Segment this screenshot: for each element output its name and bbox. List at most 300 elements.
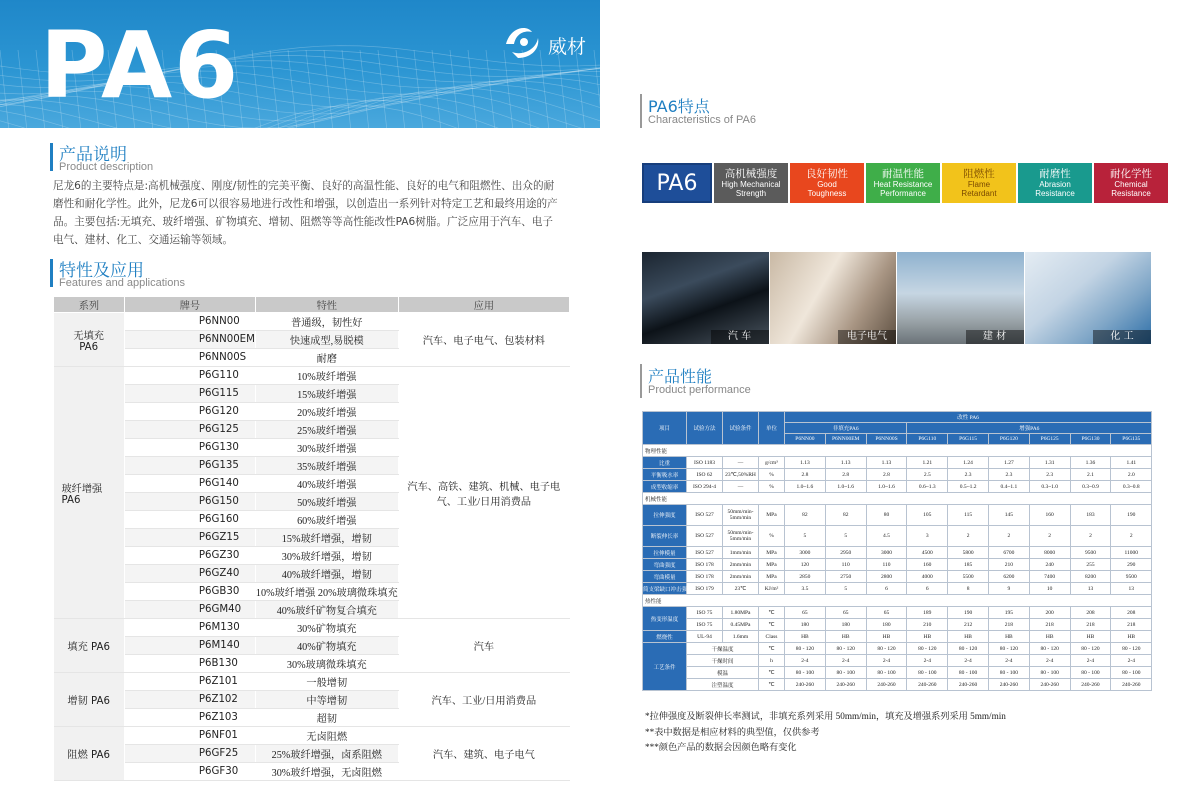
property-cell: 30%矿物填充 — [255, 619, 398, 637]
cell: 1.36 — [1070, 457, 1111, 469]
table-row — [643, 583, 1152, 595]
cell: KJ/m² — [759, 583, 785, 595]
property-cell: 35%玻纤增强 — [255, 457, 398, 475]
cell: 3000 — [866, 547, 907, 559]
cell: ISO 294-4 — [687, 481, 723, 493]
property-cell: 一般增韧 — [255, 673, 398, 691]
property-cell: 20%玻纤增强 — [255, 403, 398, 421]
cell: 8000 — [1029, 547, 1070, 559]
cell: 212 — [948, 619, 989, 631]
header-cell: P6G110 — [907, 434, 948, 445]
row-label: 弯曲强度 — [643, 559, 687, 571]
property-cell: 40%玻纤矿物复合填充 — [255, 601, 398, 619]
cell: 240 — [1029, 559, 1070, 571]
table-row — [643, 469, 1152, 481]
section-label: 机械性能 — [643, 493, 1152, 505]
application-cell: 汽车、工业/日用消费品 — [398, 673, 569, 727]
header-cell: P6G130 — [1070, 434, 1111, 445]
cell: 189 — [907, 607, 948, 619]
cell: 208 — [1111, 607, 1152, 619]
cell: 80 - 120 — [988, 643, 1029, 655]
header-cell: 试验方法 — [687, 412, 723, 445]
characteristic-en: Toughness — [807, 189, 847, 198]
cell: 4500 — [907, 547, 948, 559]
cell: 80 - 100 — [988, 667, 1029, 679]
grade-cell: P6G135 — [124, 457, 255, 475]
cell: 2-4 — [825, 655, 866, 667]
cell: 0.3~1.0 — [1029, 481, 1070, 493]
cell: 2 — [948, 526, 989, 547]
cell: 1.80MPa — [723, 607, 759, 619]
characteristic-tile — [714, 163, 788, 203]
cell: ISO 178 — [687, 571, 723, 583]
characteristic-zh: 耐磨性 — [1039, 168, 1071, 180]
header-cell: 非填充PA6 — [785, 423, 907, 434]
photo-electronics — [770, 252, 897, 344]
photo-caption: 化 工 — [1093, 330, 1151, 344]
grade-cell: P6Z101 — [124, 673, 255, 691]
table-row — [643, 547, 1152, 559]
cell: 210 — [907, 619, 948, 631]
cell: 2.1 — [1070, 469, 1111, 481]
section-title: 特性及应用 — [59, 261, 144, 281]
photo-construction — [897, 252, 1024, 344]
cell: Class — [759, 631, 785, 643]
cell: 1.13 — [866, 457, 907, 469]
characteristic-en: Flame — [967, 180, 991, 189]
section-subtitle: Features and applications — [59, 277, 185, 289]
grade-cell: P6G160 — [124, 511, 255, 529]
cell: 183 — [1070, 505, 1111, 526]
cell: 2.8 — [825, 469, 866, 481]
characteristic-en: Performance — [880, 189, 926, 198]
cell: 240-260 — [866, 679, 907, 691]
cell: ISO 75 — [687, 619, 723, 631]
cell: 2950 — [825, 547, 866, 559]
header-cell: 项目 — [643, 412, 687, 445]
cell: 80 - 100 — [785, 667, 826, 679]
row-label: 平衡吸水率 — [643, 469, 687, 481]
cell: HB — [785, 631, 826, 643]
cell: 218 — [1111, 619, 1152, 631]
cell: 3 — [907, 526, 948, 547]
property-cell: 15%玻纤增强，增韧 — [255, 529, 398, 547]
cell: 50mm/min-5mm/min — [723, 526, 759, 547]
cell: ℃ — [759, 667, 785, 679]
cell: 10 — [1029, 583, 1070, 595]
cell: 9500 — [1070, 547, 1111, 559]
cell: 1.41 — [1111, 457, 1152, 469]
cell: 11000 — [1111, 547, 1152, 559]
cell: 1.13 — [825, 457, 866, 469]
cell: 80 - 100 — [866, 667, 907, 679]
photo-caption: 电子电气 — [838, 330, 896, 344]
characteristic-en: Retardant — [961, 189, 997, 198]
cell: MPa — [759, 547, 785, 559]
cell: 80 - 100 — [1111, 667, 1152, 679]
cell: 1.31 — [1029, 457, 1070, 469]
cell: 80 - 100 — [907, 667, 948, 679]
property-cell: 快速成型,易脱模 — [255, 331, 398, 349]
footnotes — [645, 709, 1006, 756]
cell: 80 - 120 — [1029, 643, 1070, 655]
characteristic-tile — [790, 163, 864, 203]
cell: — — [723, 457, 759, 469]
cell: 3.5 — [785, 583, 826, 595]
cell: HB — [948, 631, 989, 643]
property-cell: 30%玻璃微珠填充 — [255, 655, 398, 673]
grade-cell: P6G130 — [124, 439, 255, 457]
cell: 80 - 120 — [866, 643, 907, 655]
cell: 185 — [948, 559, 989, 571]
cell: 2 — [1029, 526, 1070, 547]
photo-caption: 汽 车 — [711, 330, 769, 344]
cell: g/cm³ — [759, 457, 785, 469]
characteristic-en: Heat Resistance — [873, 180, 933, 189]
grade-cell: P6Z102 — [124, 691, 255, 709]
table-row — [54, 673, 570, 691]
property-cell: 40%玻纤增强 — [255, 475, 398, 493]
cell: 80 - 120 — [1111, 643, 1152, 655]
cell: 2850 — [785, 571, 826, 583]
cell: 2.3 — [1029, 469, 1070, 481]
cell: 1.6mm — [723, 631, 759, 643]
table-row — [643, 571, 1152, 583]
cell: 50mm/min-5mm/min — [723, 505, 759, 526]
cell: 3000 — [785, 547, 826, 559]
section-title: PA6特点 — [648, 97, 710, 116]
cell: ℃ — [759, 643, 785, 655]
footnote: ***颜色产品的数据会因颜色略有变化 — [645, 742, 797, 752]
table-row — [54, 727, 570, 745]
table-row — [54, 619, 570, 637]
table-row — [643, 526, 1152, 547]
cell: 80 - 120 — [907, 643, 948, 655]
cell: 2.0 — [1111, 469, 1152, 481]
cell: 2-4 — [866, 655, 907, 667]
cell: 2.8 — [785, 469, 826, 481]
cell: 80 — [866, 505, 907, 526]
property-cell: 中等增韧 — [255, 691, 398, 709]
cell: 240-260 — [1111, 679, 1152, 691]
cell: 2-4 — [988, 655, 1029, 667]
characteristic-zh: 阻燃性 — [963, 168, 995, 180]
cell: 2-4 — [1070, 655, 1111, 667]
column-header: 特性 — [255, 297, 398, 313]
property-cell: 60%玻纤增强 — [255, 511, 398, 529]
characteristic-en: High Mechanical — [721, 180, 781, 189]
characteristic-en: Good — [817, 180, 837, 189]
cell: 8 — [948, 583, 989, 595]
property-cell: 40%矿物填充 — [255, 637, 398, 655]
cell: 208 — [1070, 607, 1111, 619]
footnote: **表中数据是相应材料的典型值，仅供参考 — [645, 726, 820, 737]
characteristic-tile — [1094, 163, 1168, 203]
cell: 23℃,50%RH — [723, 469, 759, 481]
table-row — [643, 559, 1152, 571]
cell: HB — [1111, 631, 1152, 643]
property-cell: 耐磨 — [255, 349, 398, 367]
cell: 240-260 — [907, 679, 948, 691]
cell: 干燥温度 — [687, 643, 759, 655]
section-subtitle: Characteristics of PA6 — [648, 114, 757, 126]
characteristic-en: Abrasion — [1039, 180, 1071, 189]
series-cell: 无填充 PA6 — [54, 313, 125, 367]
cell: 82 — [785, 505, 826, 526]
row-label: 简支梁缺口冲击强度 — [643, 583, 687, 595]
cell: 110 — [825, 559, 866, 571]
cell: HB — [1070, 631, 1111, 643]
header-cell: 试验条件 — [723, 412, 759, 445]
cell: 4.5 — [866, 526, 907, 547]
cell: 4000 — [907, 571, 948, 583]
row-label: 热变形温度 — [643, 607, 687, 631]
grade-cell: P6G120 — [124, 403, 255, 421]
grade-cell: P6GM40 — [124, 601, 255, 619]
cell: 82 — [825, 505, 866, 526]
cell: 模温 — [687, 667, 759, 679]
cell: MPa — [759, 505, 785, 526]
cell: 5 — [785, 526, 826, 547]
header-cell: P6G115 — [948, 434, 989, 445]
property-cell: 25%玻纤增强，卤系阻燃 — [255, 745, 398, 763]
grade-cell: P6GZ40 — [124, 565, 255, 583]
cell: 6700 — [988, 547, 1029, 559]
cell: 218 — [988, 619, 1029, 631]
photo-chemical — [1025, 252, 1152, 344]
photo-caption: 建 材 — [966, 330, 1024, 344]
series-cell: 阻燃 PA6 — [54, 727, 125, 781]
grade-cell: P6G115 — [124, 385, 255, 403]
cell: 7400 — [1029, 571, 1070, 583]
characteristic-zh: 耐化学性 — [1110, 168, 1152, 180]
brand-name: 威材 — [548, 36, 587, 58]
cell: ISO 527 — [687, 505, 723, 526]
property-cell: 30%玻纤增强，增韧 — [255, 547, 398, 565]
property-cell: 40%玻纤增强，增韧 — [255, 565, 398, 583]
grade-cell: P6M140 — [124, 637, 255, 655]
characteristic-en: Chemical — [1114, 180, 1148, 189]
cell: 注塑温度 — [687, 679, 759, 691]
section-subtitle: Product description — [59, 161, 154, 173]
table-row — [643, 457, 1152, 469]
cell: 5800 — [948, 547, 989, 559]
right-page — [600, 0, 1200, 786]
cell: MPa — [759, 559, 785, 571]
series-cell: 增韧 PA6 — [54, 673, 125, 727]
cell: UL-94 — [687, 631, 723, 643]
application-cell: 汽车、建筑、电子电气 — [398, 727, 569, 781]
cell: 240-260 — [785, 679, 826, 691]
cell: 2800 — [866, 571, 907, 583]
property-cell: 超韧 — [255, 709, 398, 727]
row-label: 弯曲模量 — [643, 571, 687, 583]
row-label: 燃烧性 — [643, 631, 687, 643]
cell: 115 — [948, 505, 989, 526]
grade-cell: P6NF01 — [124, 727, 255, 745]
grade-cell: P6GZ15 — [124, 529, 255, 547]
property-cell: 30%玻纤增强，无卤阻燃 — [255, 763, 398, 781]
cell: 195 — [988, 607, 1029, 619]
cell: 1.21 — [907, 457, 948, 469]
cell: 200 — [1029, 607, 1070, 619]
characteristic-tile — [1018, 163, 1092, 203]
cell: 80 - 100 — [1070, 667, 1111, 679]
cell: 160 — [1029, 505, 1070, 526]
section-subtitle: Product performance — [648, 384, 751, 396]
cell: 2750 — [825, 571, 866, 583]
column-header: 应用 — [398, 297, 569, 313]
cell: 2-4 — [785, 655, 826, 667]
grade-cell: P6G140 — [124, 475, 255, 493]
table-row — [643, 481, 1152, 493]
cell: 9 — [988, 583, 1029, 595]
cell: ℃ — [759, 679, 785, 691]
row-label: 比重 — [643, 457, 687, 469]
cell: 5 — [825, 583, 866, 595]
cell: 190 — [948, 607, 989, 619]
photo-automotive — [642, 252, 769, 344]
property-cell: 15%玻纤增强 — [255, 385, 398, 403]
property-cell: 无卤阻燃 — [255, 727, 398, 745]
cell: 110 — [866, 559, 907, 571]
grade-cell: P6G150 — [124, 493, 255, 511]
characteristic-zh: 良好韧性 — [806, 168, 848, 180]
row-label: 拉伸强度 — [643, 505, 687, 526]
application-cell: 汽车 — [398, 619, 569, 673]
cell: 1.24 — [948, 457, 989, 469]
cell: 180 — [825, 619, 866, 631]
cell: ℃ — [759, 607, 785, 619]
header-cell: P6G135 — [1111, 434, 1152, 445]
property-cell: 25%玻纤增强 — [255, 421, 398, 439]
header-cell: 增强PA6 — [907, 423, 1152, 434]
cell: 0.4~1.1 — [988, 481, 1029, 493]
cell: 0.6~1.3 — [907, 481, 948, 493]
cell: 9500 — [1111, 571, 1152, 583]
cell: 1.0~1.6 — [825, 481, 866, 493]
grade-cell: P6G110 — [124, 367, 255, 385]
table-row — [643, 667, 1152, 679]
cell: 2-4 — [1111, 655, 1152, 667]
cell: 80 - 120 — [825, 643, 866, 655]
cell: 240-260 — [1029, 679, 1070, 691]
pa6-badge: PA6 — [642, 163, 712, 203]
cell: 240-260 — [1070, 679, 1111, 691]
cell: % — [759, 481, 785, 493]
application-cell: 汽车、电子电气、包装材料 — [398, 313, 569, 367]
grade-cell: P6Z103 — [124, 709, 255, 727]
cell: 8200 — [1070, 571, 1111, 583]
product-description: 尼龙6的主要特点是:高机械强度、刚度/韧性的完美平衡、良好的高温性能、良好的电气和阻燃性、出众的耐磨性和耐化学性。此外，尼龙6可以很容易地进行改性和增强，以创造出一系列针对特定工艺和最终用途的产品。主要包括:无填充、玻纤增强、矿物填充、增韧、阻燃等等高性能改性PA6树脂。广泛应用于汽车、电子电气、建材、化工、交通运输等领域。 — [53, 180, 558, 246]
cell: 2.8 — [866, 469, 907, 481]
cell: 80 - 100 — [948, 667, 989, 679]
cell: 2 — [988, 526, 1029, 547]
cell: ISO 178 — [687, 559, 723, 571]
cell: 2-4 — [1029, 655, 1070, 667]
characteristic-en: Strength — [735, 189, 767, 198]
cell: 218 — [1029, 619, 1070, 631]
cell: h — [759, 655, 785, 667]
series-cell: 玻纤增强 PA6 — [54, 367, 125, 619]
property-cell: 10%玻纤增强 — [255, 367, 398, 385]
section-title: 产品性能 — [648, 367, 713, 386]
application-cell: 汽车、高铁、建筑、机械、电子电气、工业/日用消费品 — [398, 367, 569, 619]
characteristic-tile — [866, 163, 940, 203]
cell: 2-4 — [948, 655, 989, 667]
row-label: 工艺条件 — [643, 643, 687, 691]
cell: HB — [825, 631, 866, 643]
column-header: 系列 — [54, 297, 125, 313]
characteristic-zh: 耐温性能 — [882, 168, 924, 180]
performance-table-wrap — [642, 411, 1152, 691]
cell: 2.5 — [907, 469, 948, 481]
footnote: *拉伸强度及断裂伸长率测试，非填充系列采用 50mm/min，填充及增强系列采用 5mm/min — [645, 711, 1006, 721]
grade-cell: P6NN00S — [124, 349, 255, 367]
header-cell: P6NN00 — [785, 434, 826, 445]
table-row — [54, 313, 570, 331]
cell: 190 — [1111, 505, 1152, 526]
cell: 13 — [1111, 583, 1152, 595]
cell: 80 - 120 — [785, 643, 826, 655]
cell: 160 — [907, 559, 948, 571]
cell: 105 — [907, 505, 948, 526]
cell: 1.27 — [988, 457, 1029, 469]
cell: 180 — [785, 619, 826, 631]
performance-table — [642, 411, 1152, 691]
grade-cell: P6NN00 — [124, 313, 255, 331]
cell: 1mm/min — [723, 547, 759, 559]
cell: 65 — [825, 607, 866, 619]
grade-cell: P6NN00EM — [124, 331, 255, 349]
table-row — [643, 505, 1152, 526]
header-cell: P6NN00S — [866, 434, 907, 445]
grade-cell: P6GF30 — [124, 763, 255, 781]
cell: 145 — [988, 505, 1029, 526]
property-cell: 50%玻纤增强 — [255, 493, 398, 511]
cell: 290 — [1111, 559, 1152, 571]
cell: 1.0~1.6 — [785, 481, 826, 493]
grade-cell: P6GZ30 — [124, 547, 255, 565]
cell: 干燥时间 — [687, 655, 759, 667]
characteristic-en: Resistance — [1035, 189, 1075, 198]
table-row — [643, 607, 1152, 619]
cell: 65 — [785, 607, 826, 619]
row-label: 断裂伸长率 — [643, 526, 687, 547]
cell: ℃ — [759, 619, 785, 631]
header-cell: P6NN00EM — [825, 434, 866, 445]
cell: 2 — [1070, 526, 1111, 547]
cell: 13 — [1070, 583, 1111, 595]
cell: HB — [988, 631, 1029, 643]
cell: 2 — [1111, 526, 1152, 547]
cell: MPa — [759, 571, 785, 583]
header-cell: P6G120 — [988, 434, 1029, 445]
cell: 2.3 — [948, 469, 989, 481]
cell: 0.3~0.9 — [1070, 481, 1111, 493]
cell: 240-260 — [825, 679, 866, 691]
cell: 240-260 — [948, 679, 989, 691]
cell: HB — [866, 631, 907, 643]
product-title: PA6 — [40, 12, 241, 119]
cell: 5 — [825, 526, 866, 547]
cell: HB — [1029, 631, 1070, 643]
column-header: 牌号 — [124, 297, 255, 313]
cell: 5500 — [948, 571, 989, 583]
section-label: 热性能 — [643, 595, 1152, 607]
table-row — [643, 631, 1152, 643]
cell: 80 - 100 — [1029, 667, 1070, 679]
